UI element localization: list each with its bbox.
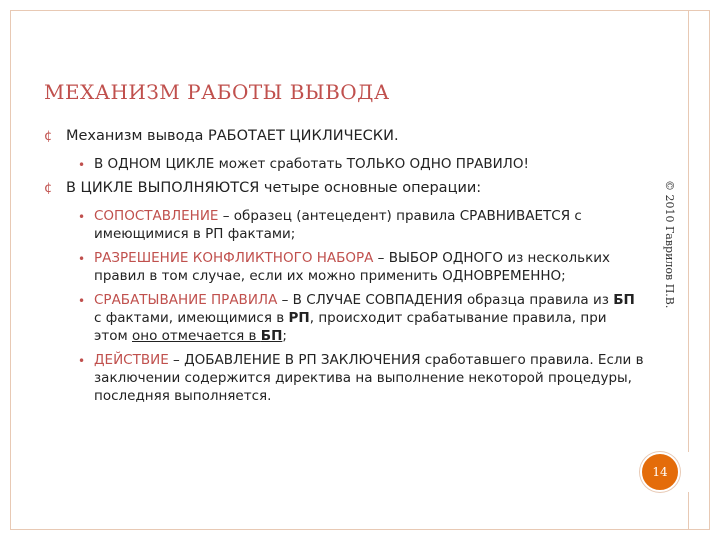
slide-content	[44, 127, 644, 411]
bullet-item	[44, 127, 644, 146]
operation-text: ;	[282, 328, 287, 344]
operation-name: РАЗРЕШЕНИЕ КОНФЛИКТНОГО НАБОРА	[94, 250, 374, 266]
bullet-icon: ¢	[44, 129, 53, 144]
bullet-text-emphasis: РАБОТАЕТ ЦИКЛИЧЕСКИ.	[208, 128, 399, 144]
operation-text-bold: БП	[260, 328, 283, 344]
operation-text: – ДОБАВЛЕНИЕ В РП ЗАКЛЮЧЕНИЯ сработавшего правила. Если в заключении содержится директива на выполнение некоторой процедуры, последняя выполняется.	[94, 352, 644, 404]
sub-bullet-text: ТОЛЬКО ОДНО ПРАВИЛО!	[346, 156, 529, 172]
divider-line	[688, 10, 689, 452]
operation-text: , происходит срабатывание правила, при этом	[94, 310, 607, 344]
bullet-item	[44, 179, 644, 198]
bullet-dot-icon: •	[78, 354, 86, 368]
operation-item	[44, 249, 644, 285]
bullet-dot-icon: •	[78, 210, 86, 224]
slide-title: МЕХАНИЗМ РАБОТЫ ВЫВОДА	[44, 80, 390, 104]
copyright-text: © 2010 Гаврилов П.В.	[663, 180, 676, 309]
operation-name: СОПОСТАВЛЕНИЕ	[94, 208, 219, 224]
sub-bullet-text: В ОДНОМ ЦИКЛЕ	[94, 156, 215, 172]
operation-text: с фактами, имеющимися в	[94, 310, 289, 326]
side-note	[664, 180, 688, 330]
sub-bullet-text: может сработать	[214, 156, 347, 172]
sub-bullet-item	[44, 155, 644, 173]
bullet-icon: ¢	[44, 181, 53, 196]
bullet-text: четыре основные операции:	[259, 180, 482, 196]
operation-text-bold: БП	[613, 292, 635, 308]
bullet-dot-icon: •	[78, 294, 86, 308]
operation-text: – ВЫБОР ОДНОГО из нескольких правил в том случае, если их можно применить ОДНОВРЕМЕННО;	[94, 250, 611, 284]
operation-name: СРАБАТЫВАНИЕ ПРАВИЛА	[94, 292, 278, 308]
page-number-badge: 14	[640, 452, 680, 492]
operation-text-underlined: оно отмечается в	[132, 328, 261, 344]
bullet-dot-icon: •	[78, 252, 86, 266]
operation-item	[44, 207, 644, 243]
bullet-text: Механизм вывода	[66, 128, 208, 144]
operation-text: – образец (антецедент) правила СРАВНИВАЕТСЯ с имеющимися в РП фактами;	[94, 208, 582, 242]
bullet-text: В ЦИКЛЕ ВЫПОЛНЯЮТСЯ	[66, 180, 260, 196]
operation-name: ДЕЙСТВИЕ	[94, 352, 169, 368]
operation-text: – В СЛУЧАЕ СОВПАДЕНИЯ образца правила из	[277, 292, 614, 308]
divider-line	[688, 492, 689, 530]
operation-item	[44, 291, 644, 345]
bullet-dot-icon: •	[78, 158, 86, 172]
operation-text-bold: РП	[288, 310, 310, 326]
operation-item	[44, 351, 644, 405]
